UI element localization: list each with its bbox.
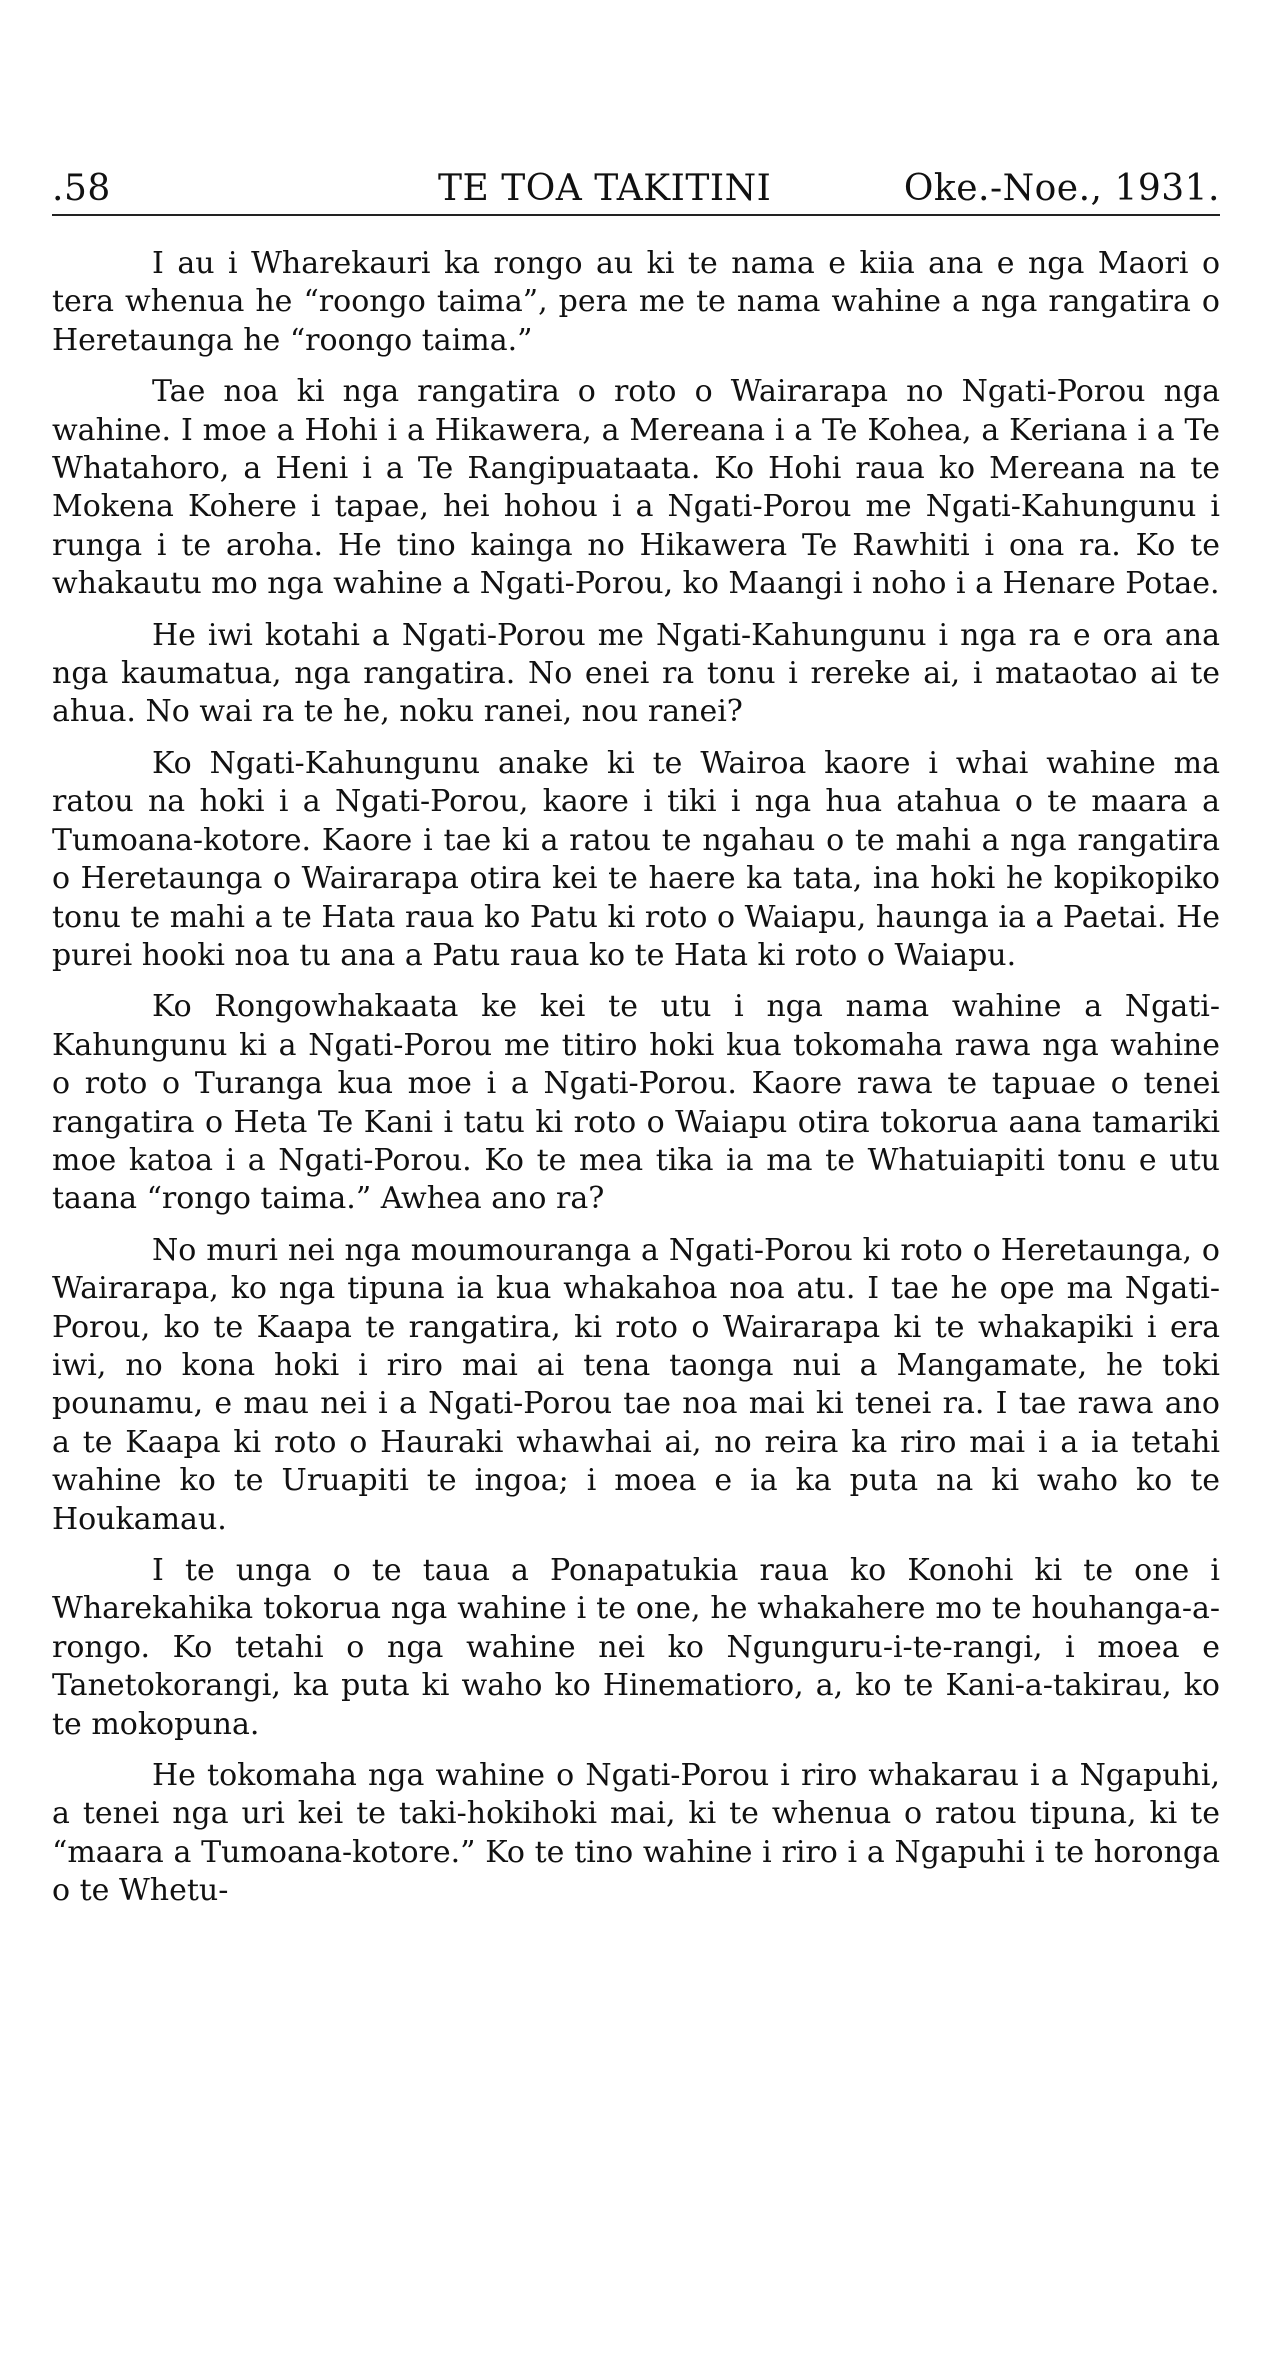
paragraph: No muri nei nga moumouranga a Ngati-Porou ki roto o Heretaunga, o Wairarapa, ko nga tipuna ia kua whakahoa noa atu. I tae he ope ma Ngati-Porou, ko te Kaapa te rangatira, ki roto o Wairarapa ki te whakapiki i era iwi, no kona hoki i riro mai ai tena taonga nui a Mangamate, he toki pounamu, e mau nei i a Ngati-Porou tae noa mai ki tenei ra. I tae rawa ano a te Kaapa ki roto o Hauraki whawhai ai, no reira ka riro mai i a ia tetahi wahine ko te Uruapiti te ingoa; i moea e ia ka puta na ki waho ko te Houkamau. <box>52 1232 1220 1537</box>
paragraph: Tae noa ki nga rangatira o roto o Wairarapa no Ngati-Porou nga wahine. I moe a Hohi i a Hikawera, a Mereana i a Te Kohea, a Keriana i a Te Whatahoro, a Heni i a Te Rangipuataata. Ko Hohi raua ko Mereana na te Mokena Kohere i tapae, hei hohou i a Ngati-Porou me Ngati-Kahungunu i runga i te aroha. He tino kainga no Hikawera Te Rawhiti i ona ra. Ko te whakautu mo nga wahine a Ngati-Porou, ko Maangi i noho i a Henare Potae. <box>52 374 1220 602</box>
page-number: .58 <box>52 168 111 209</box>
paragraph: He tokomaha nga wahine o Ngati-Porou i riro whakarau i a Ngapuhi, a tenei nga uri kei te taki-hokihoki mai, ki te whenua o ratou tipuna, ki te “maara a Tumoana-kotore.” Ko te tino wahine i riro i a Ngapuhi i te horonga o te Whetu- <box>52 1758 1220 1909</box>
article-body <box>52 245 1220 1924</box>
issue-date: Oke.-Noe., 1931. <box>903 168 1220 209</box>
running-header <box>52 168 1220 218</box>
header-rule <box>52 214 1220 216</box>
journal-title: TE TOA TAKITINI <box>438 168 772 209</box>
paragraph: Ko Rongowhakaata ke kei te utu i nga nama wahine a Ngati-Kahungunu ki a Ngati-Porou me titiro hoki kua tokomaha rawa nga wahine o roto o Turanga kua moe i a Ngati-Porou. Kaore rawa te tapuae o tenei rangatira o Heta Te Kani i tatu ki roto o Waiapu otira tokorua aana tamariki moe katoa i a Ngati-Porou. Ko te mea tika ia ma te Whatuiapiti tonu e utu taana “rongo taima.” Awhea ano ra? <box>52 989 1220 1217</box>
paragraph: He iwi kotahi a Ngati-Porou me Ngati-Kahungunu i nga ra e ora ana nga kaumatua, nga rangatira. No enei ra tonu i rereke ai, i mataotao ai te ahua. No wai ra te he, noku ranei, nou ranei? <box>52 617 1220 730</box>
paragraph: Ko Ngati-Kahungunu anake ki te Wairoa kaore i whai wahine ma ratou na hoki i a Ngati-Porou, kaore i tiki i nga hua atahua o te maara a Tumoana-kotore. Kaore i tae ki a ratou te ngahau o te mahi a nga rangatira o Heretaunga o Wairarapa otira kei te haere ka tata, ina hoki he kopikopiko tonu te mahi a te Hata raua ko Patu ki roto o Waiapu, haunga ia a Paetai. He purei hooki noa tu ana a Patu raua ko te Hata ki roto o Waiapu. <box>52 745 1220 973</box>
paragraph: I te unga o te taua a Ponapatukia raua ko Konohi ki te one i Wharekahika tokorua nga wahine i te one, he whakahere mo te houhanga-a-rongo. Ko tetahi o nga wahine nei ko Ngunguru-i-te-rangi, i moea e Tanetokorangi, ka puta ki waho ko Hinematioro, a, ko te Kani-a-takirau, ko te mokopuna. <box>52 1553 1220 1742</box>
paragraph: I au i Wharekauri ka rongo au ki te nama e kiia ana e nga Maori o tera whenua he “roongo taima”, pera me te nama wahine a nga rangatira o Heretaunga he “roongo taima.” <box>52 246 1220 358</box>
